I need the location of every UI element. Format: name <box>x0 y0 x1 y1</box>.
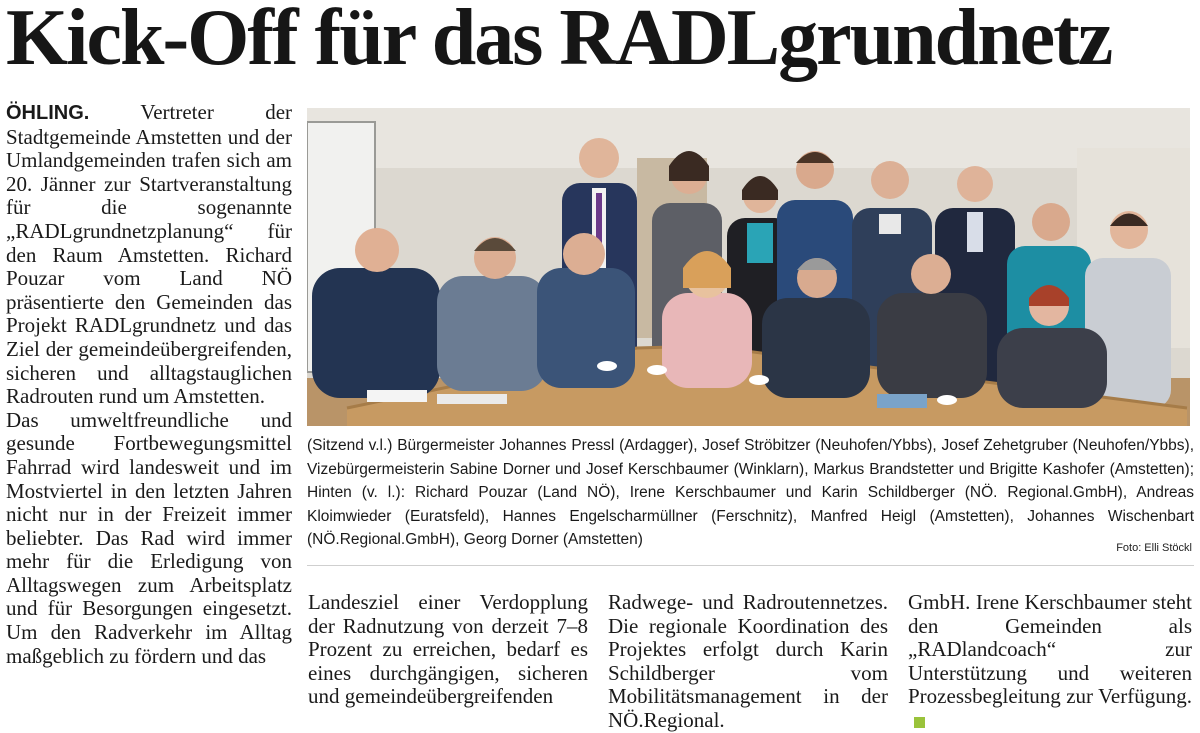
article-column-4 <box>908 591 1192 733</box>
column-2-text: Landesziel einer Verdopplung der Radnutzung von derzeit 7–8 Prozent zu erreichen, bedarf es eines durchgängigen, sicheren und gemeindeübergreifenden <box>308 590 588 709</box>
article-column-3 <box>608 591 888 733</box>
column-3-text: Radwege- und Radroutennetzes. Die regionale Koordination des Projektes erfolgt durch Karin Schildberger vom Mobilitätsmanagement in der NÖ.Regional. <box>608 590 888 732</box>
photo-credit: Foto: Elli Stöckl <box>1116 542 1192 554</box>
column-4-paragraph <box>908 591 1192 733</box>
dateline: ÖHLING. <box>6 102 90 124</box>
article-column-2 <box>308 591 588 709</box>
paragraph-1 <box>6 101 292 409</box>
end-of-article-square-icon <box>914 717 925 728</box>
column-4-text: GmbH. Irene Kerschbaumer steht den Gemeinden als „RADlandcoach“ zur Unterstützung und weiteren Prozessbegleitung zur Verfügung. <box>908 590 1192 709</box>
group-photo <box>307 108 1190 426</box>
group-photo-illustration <box>307 108 1190 426</box>
headline: Kick-Off für das RADLgrundnetz <box>6 0 1112 82</box>
paragraph-2: Das umweltfreundliche und gesunde Fortbewegungsmittel Fahrrad wird landesweit und im Mostviertel in den letzten Jahren nicht nur in der Freizeit immer beliebter. Das Rad wird immer mehr für die Erledigung von Alltagswegen zum Arbeitsplatz und für Besorgungen eingesetzt. Um den Radverkehr im Alltag maßgeblich zu fördern und das <box>6 407 292 668</box>
caption-divider <box>307 565 1194 566</box>
article-column-1 <box>6 101 292 668</box>
paragraph-1-text: Vertreter der Stadtgemeinde Amstetten und der Umlandgemeinden trafen sich am 20. Jänner zur Startveranstaltung für die sogenannte „RADLgrundnetzplanung“ für den Raum Amstetten. Richard Pouzar vom Land NÖ präsentierte den Gemeinden das Projekt RADLgrundnetz und das Ziel der gemeindeübergreifenden, sicheren und alltagstauglichen Radrouten rund um Amstetten. <box>6 100 293 409</box>
photo-caption: (Sitzend v.l.) Bürgermeister Johannes Pressl (Ardagger), Josef Ströbitzer (Neuhofen/Ybbs), Josef Zehetgruber (Neuhofen/Ybbs), Vizebürgermeisterin Sabine Dorner und Josef Kerschbaumer (Winklarn), Markus Brandstetter und Brigitte Kashofer (Amstetten); Hinten (v. l.): Richard Pouzar (Land NÖ), Irene Kerschbaumer und Karin Schildberger (NÖ. Regional.GmbH), Andreas Kloimwieder (Euratsfeld), Hannes Engelscharmüllner (Ferschnitz), Manfred Heigl (Amstetten), Johannes Wischenbart (NÖ.Regional.GmbH), Georg Dorner (Amstetten) <box>307 437 1194 549</box>
